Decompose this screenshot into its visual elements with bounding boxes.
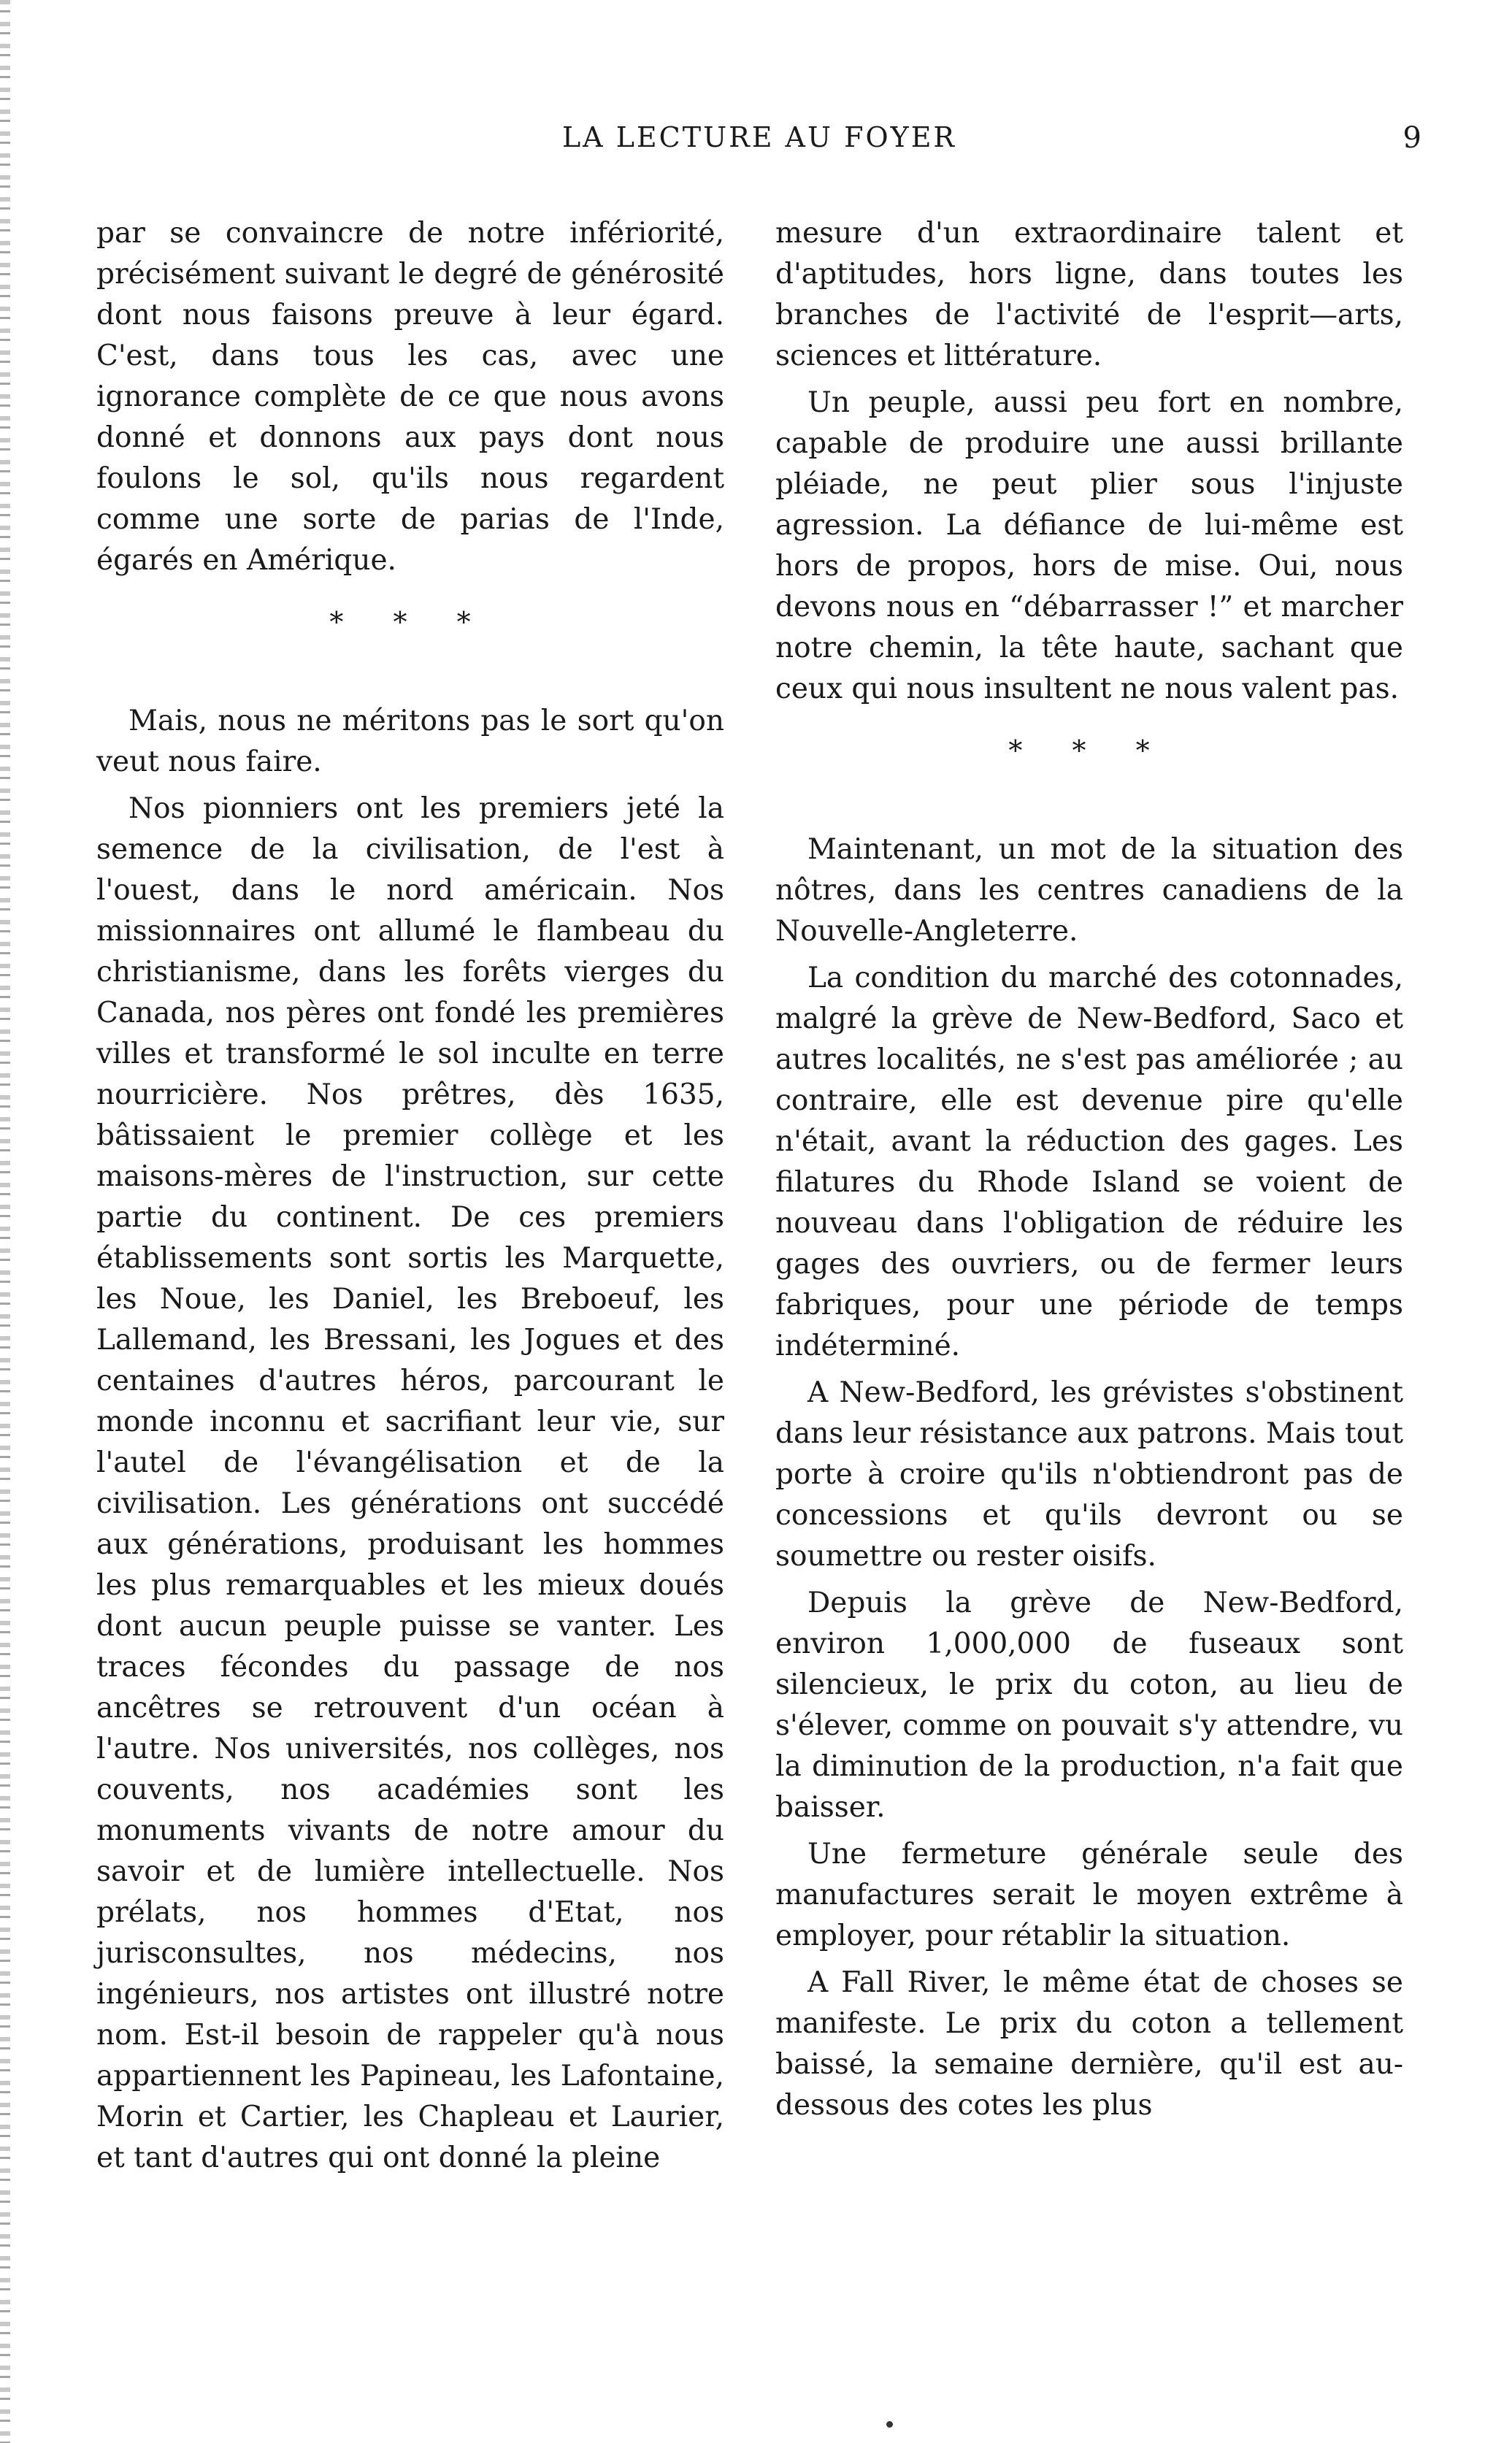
section-separator: * * *	[1008, 735, 1170, 767]
running-head	[0, 121, 1512, 165]
footer-dot	[886, 2421, 893, 2428]
scanned-page-edge	[0, 0, 10, 2443]
left-column	[96, 213, 724, 2185]
paragraph: La condition du marché des cotonnades, malgré la grève de New-Bedford, Saco et autres localités, ne s'est pas améliorée ; au contraire, elle est devenue pire qu'elle n'était, avant la réduction des gages. Les filatures du Rhode Island se voient de nouveau dans l'obligation de réduire les gages des ouvriers, ou de fermer leurs fabriques, pour une période de temps indéterminé.	[775, 962, 1403, 1362]
paragraph: Une fermeture générale seule des manufactures serait le moyen extrême à employer, pour rétablir la situation.	[775, 1838, 1403, 1952]
paragraph: Nos pionniers ont les premiers jeté la semence de la civilisation, de l'est à l'ouest, dans le nord américain. Nos missionnaires ont allumé le flambeau du christianisme, dans les forêts vierges du Canada, nos pères ont fondé les premières villes et transformé le sol inculte en terre nourricière. Nos prêtres, dès 1635, bâtissaient le premier collège et les maisons-mères de l'instruction, sur cette partie du continent. De ces premiers établissements sont sortis les Marquette, les Noue, les Daniel, les Breboeuf, les Lallemand, les Bressani, les Jogues et des centaines d'autres héros, parcourant le monde inconnu et sacrifiant leur vie, sur l'autel de l'évangélisation et de la civilisation. Les générations ont succédé aux générations, produisant les hommes les plus remarquables et les mieux doués dont aucun peuple puisse se vanter. Les traces fécondes du passage de nos ancêtres se retrouvent d'un océan à l'autre. Nos universités, nos collèges, nos couvents, nos académies sont les monuments vivants de notre amour du savoir et de lumière intellectuelle. Nos prélats, nos hommes d'Etat, nos jurisconsultes, nos médecins, nos ingénieurs, nos artistes ont illustré notre nom. Est-il besoin de rappeler qu'à nous appartiennent les Papineau, les Lafontaine, Morin et Cartier, les Chapleau et Laurier, et tant d'autres qui ont donné la pleine	[96, 792, 724, 2174]
paragraph: par se convaincre de notre infériorité, précisément suivant le degré de générosité dont nous faisons preuve à leur égard. C'est, dans tous les cas, avec une ignorance complète de ce que nous avons donné et donnons aux pays dont nous foulons le sol, qu'ils nous regardent comme une sorte de parias de l'Inde, égarés en Amérique.	[96, 217, 724, 577]
paragraph: Un peuple, aussi peu fort en nombre, capable de produire une aussi brillante pléiade, ne peut plier sous l'injuste agression. La défiance de lui-même est hors de propos, hors de mise. Oui, nous devons nous en “débarrasser !” et marcher notre chemin, la tête haute, sachant que ceux qui nous insultent ne nous valent pas.	[775, 386, 1403, 705]
paragraph: Maintenant, un mot de la situation des nôtres, dans les centres canadiens de la Nouvelle-Angleterre.	[775, 833, 1403, 948]
running-title: LA LECTURE AU FOYER	[561, 121, 957, 153]
paragraph: mesure d'un extraordinaire talent et d'aptitudes, hors ligne, dans toutes les branches de l'activité de l'esprit—arts, sciences et littérature.	[775, 217, 1403, 372]
paragraph: Depuis la grève de New-Bedford, environ 1,000,000 de fuseaux sont silencieux, le prix du coton, au lieu de s'élever, comme on pouvait s'y attendre, vu la diminution de la production, n'a fait que baisser.	[775, 1587, 1403, 1824]
page-number: 9	[1402, 121, 1421, 155]
paragraph: A New-Bedford, les grévistes s'obstinent dans leur résistance aux patrons. Mais tout porte à croire qu'ils n'obtiendront pas de concessions et qu'ils devront ou se soumettre ou rester oisifs.	[775, 1376, 1403, 1573]
section-separator: * * *	[329, 606, 491, 638]
paragraph: Mais, nous ne méritons pas le sort qu'on veut nous faire.	[96, 705, 724, 778]
paragraph: A Fall River, le même état de choses se manifeste. Le prix du coton a tellement baissé, la semaine dernière, qu'il est au-dessous des cotes les plus	[775, 1966, 1403, 2122]
right-column	[775, 213, 1403, 2132]
